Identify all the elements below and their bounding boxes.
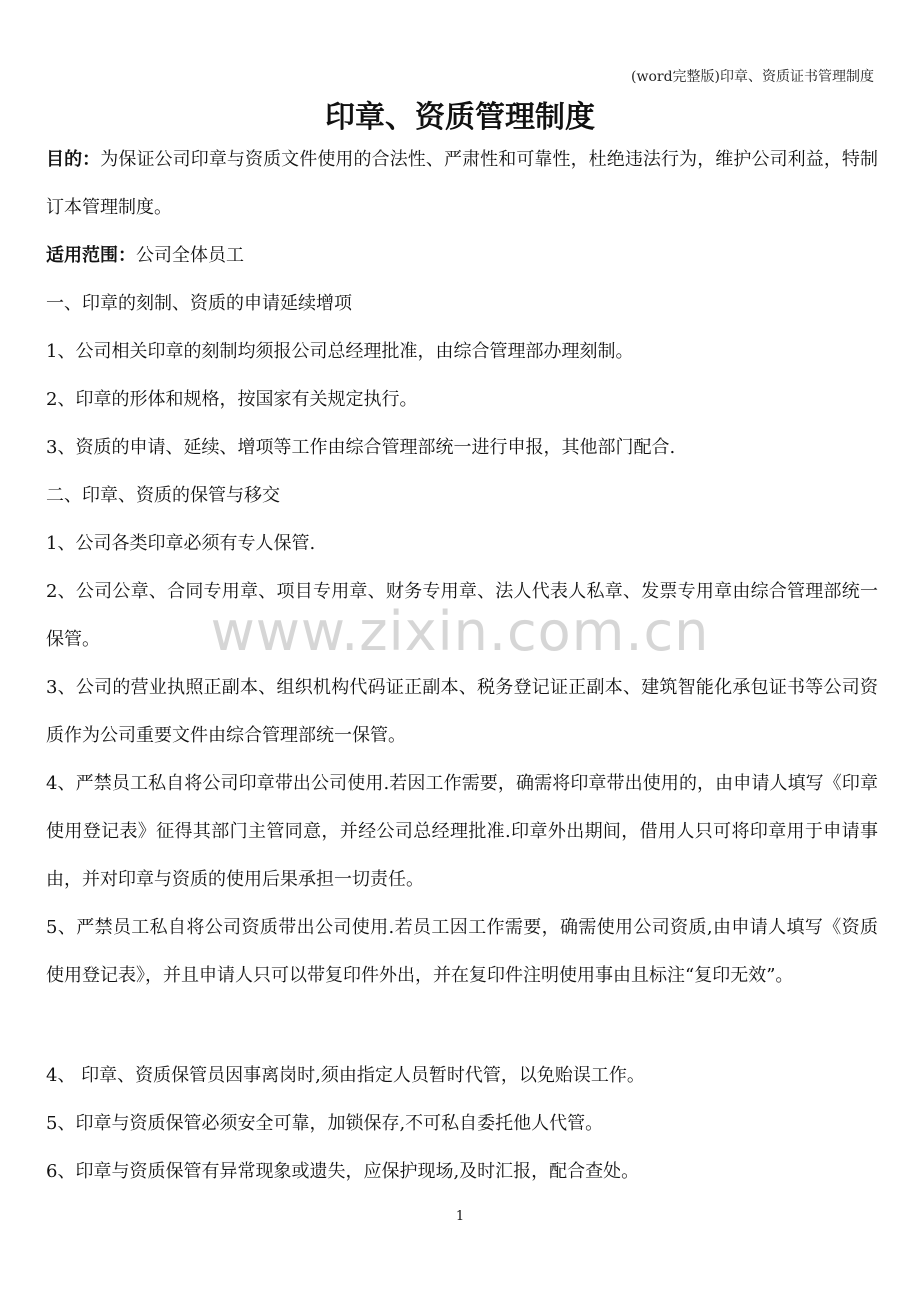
list-item: 4、 印章、资质保管员因事离岗时,须由指定人员暂时代管，以免贻误工作。 (46, 1065, 645, 1086)
section-heading: 一、印章的刻制、资质的申请延续增项 (46, 293, 352, 314)
scope-label: 适用范围： (46, 245, 136, 266)
list-item: 3、公司的营业执照正副本、组织机构代码证正副本、税务登记证正副本、建筑智能化承包证书等公司资质作为公司重要文件由综合管理部统一保管。 (46, 677, 878, 746)
list-item: 6、印章与资质保管有异常现象或遗失，应保护现场,及时汇报，配合查处。 (46, 1161, 640, 1182)
list-item: 2、印章的形体和规格，按国家有关规定执行。 (46, 389, 418, 410)
page-title: 印章、资质管理制度 (325, 100, 595, 135)
scope-paragraph (46, 232, 878, 280)
scope-text: 公司全体员工 (136, 245, 244, 266)
document-header-label: (word完整版)印章、资质证书管理制度 (631, 69, 874, 85)
watermark: www.zixin.com.cn (210, 600, 710, 663)
section-heading: 二、印章、资质的保管与移交 (46, 485, 280, 506)
list-item: 3、资质的申请、延续、增项等工作由综合管理部统一进行申报，其他部门配合. (46, 437, 676, 458)
list-item: 1、公司各类印章必须有专人保管. (46, 533, 316, 554)
purpose-text: 为保证公司印章与资质文件使用的合法性、严肃性和可靠性，杜绝违法行为，维护公司利益，特制订本管理制度。 (46, 149, 879, 218)
purpose-label: 目的： (46, 149, 101, 170)
list-item: 5、印章与资质保管必须安全可靠，加锁保存,不可私自委托他人代管。 (46, 1113, 604, 1134)
page-number: 1 (455, 1209, 465, 1224)
list-item: 5、严禁员工私自将公司资质带出公司使用.若员工因工作需要，确需使用公司资质,由申请人填写《资质使用登记表》，并且申请人只可以带复印件外出，并在复印件注明使用事由且标注“复印无效”。 (46, 917, 878, 986)
list-item: 2、公司公章、合同专用章、项目专用章、财务专用章、法人代表人私章、发票专用章由综合管理部统一保管。 (46, 581, 878, 650)
list-item: 1、公司相关印章的刻制均须报公司总经理批准，由综合管理部办理刻制。 (46, 341, 634, 362)
purpose-paragraph (46, 136, 878, 232)
list-item: 4、严禁员工私自将公司印章带出公司使用.若因工作需要，确需将印章带出使用的，由申请人填写《印章使用登记表》征得其部门主管同意，并经公司总经理批准.印章外出期间，借用人只可将印章用于申请事由，并对印章与资质的使用后果承担一切责任。 (46, 773, 878, 890)
